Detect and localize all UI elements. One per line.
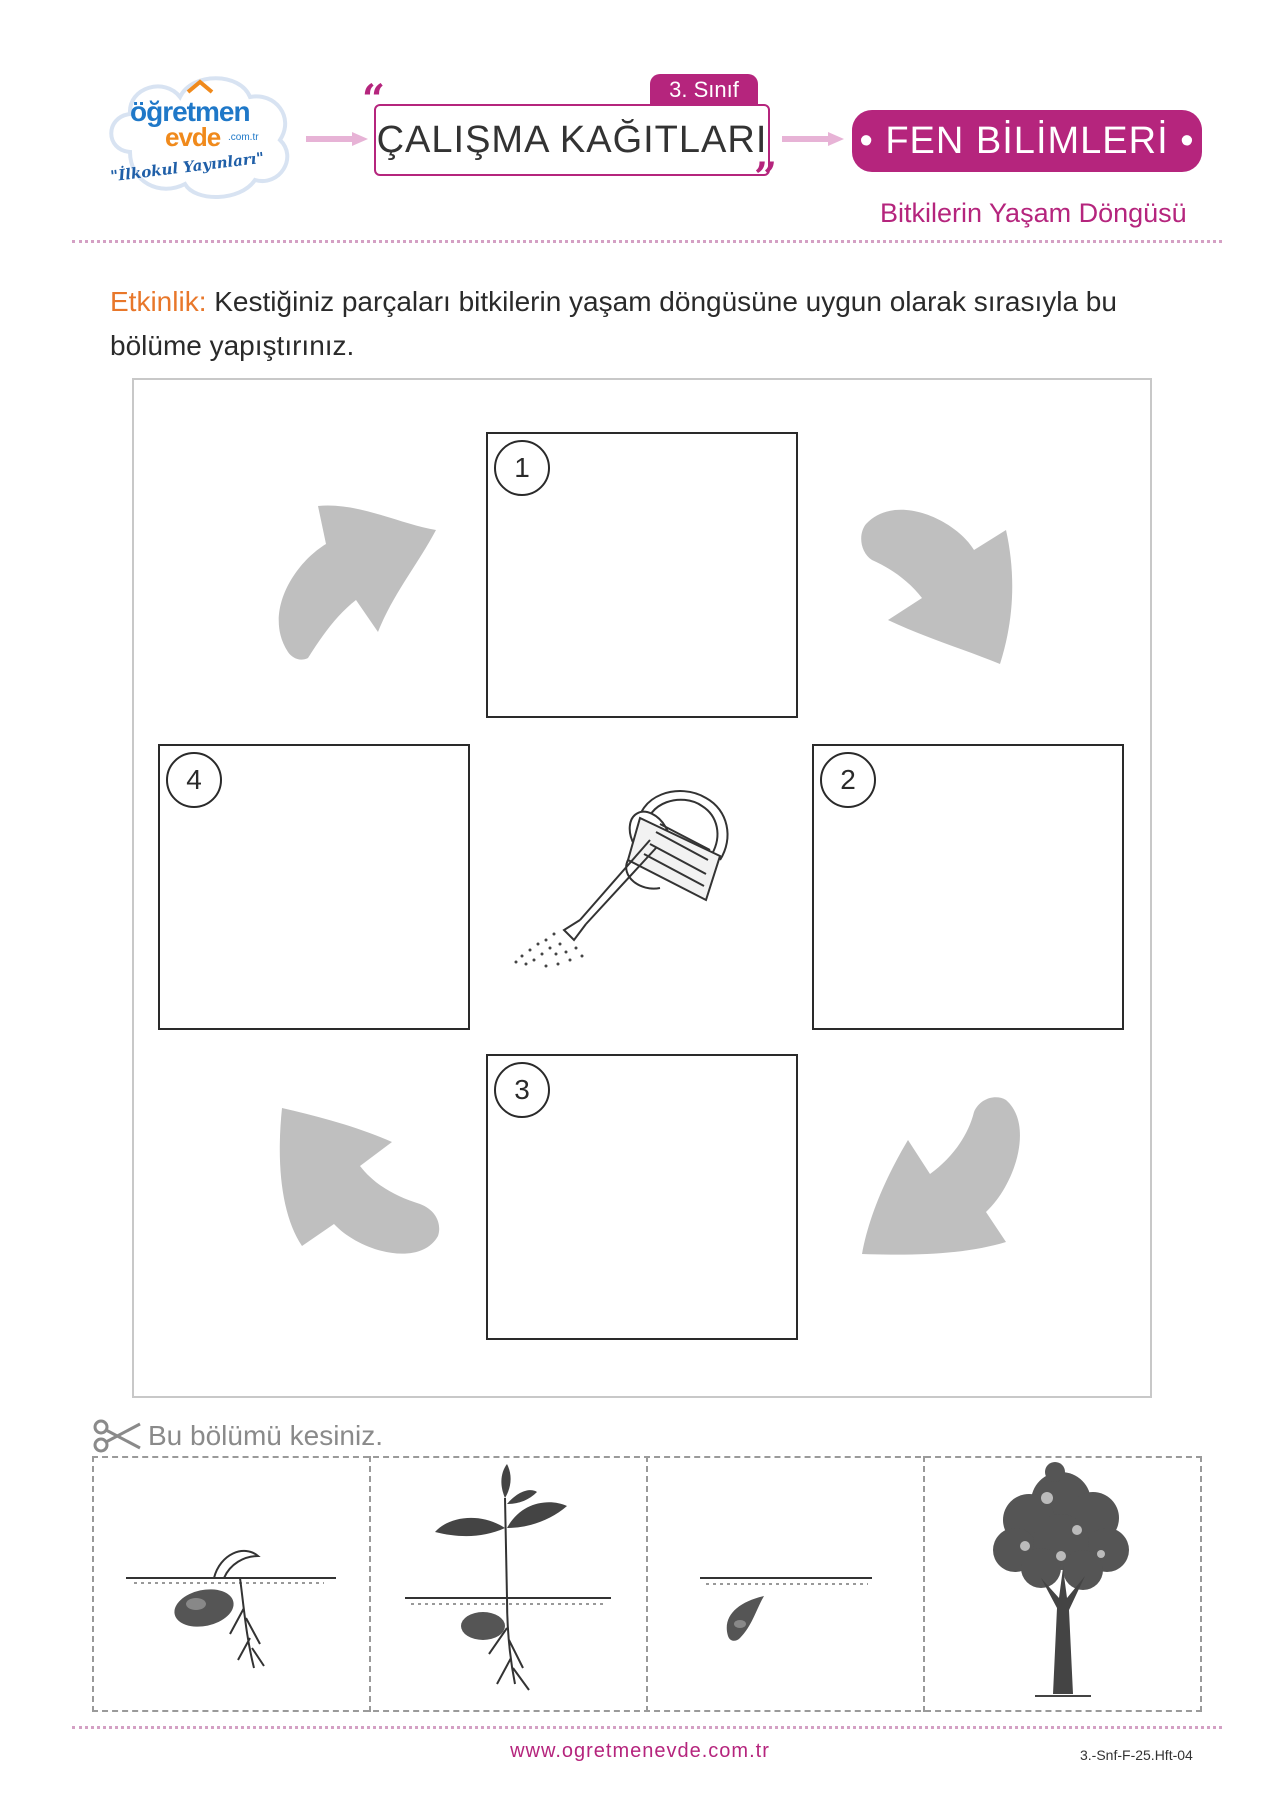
grade-badge: 3. Sınıf <box>650 74 758 106</box>
quote-close: ” <box>754 154 778 201</box>
slot-number-3: 3 <box>494 1062 550 1118</box>
watering-can-icon <box>510 784 776 970</box>
germinating-seed-image[interactable] <box>94 1458 368 1710</box>
page-title: ÇALIŞMA KAĞITLARI <box>376 119 768 161</box>
cycle-arrow-up-left-icon <box>270 1096 440 1266</box>
header-divider <box>72 240 1222 243</box>
seedling-image[interactable] <box>371 1458 645 1710</box>
cycle-arrow-up-right-icon <box>268 494 438 664</box>
logo-text-ogretmen: öğretmen <box>130 96 250 127</box>
pink-arrow-icon <box>306 132 368 146</box>
slot-number-4: 4 <box>166 752 222 808</box>
logo-tagline: "İlkokul Yayınları" <box>109 148 266 186</box>
quote-open: “ <box>362 76 386 123</box>
pink-arrow-icon <box>782 132 844 146</box>
cut-instruction: Bu bölümü kesiniz. <box>148 1420 384 1451</box>
document-code: 3.-Snf-F-25.Hft-04 <box>1080 1747 1193 1763</box>
footer-divider <box>72 1726 1222 1729</box>
tree-image[interactable] <box>925 1458 1199 1710</box>
subject-badge: • FEN BİLİMLERİ • <box>852 110 1202 172</box>
logo-text-evde: evde <box>165 122 221 152</box>
instructions <box>110 280 1170 368</box>
cycle-arrow-down-right-icon <box>856 500 1026 670</box>
logo-domain-suffix: .com.tr <box>228 132 259 143</box>
topic-title: Bitkilerin Yaşam Döngüsü <box>880 198 1187 228</box>
cycle-arrow-down-left-icon <box>856 1094 1026 1264</box>
slot-number-2: 2 <box>820 752 876 808</box>
instructions-label: Etkinlik: <box>110 286 207 317</box>
footer-website-link[interactable]: www.ogretmenevde.com.tr <box>510 1740 770 1762</box>
slot-number-1: 1 <box>494 440 550 496</box>
scissors-icon <box>92 1418 142 1454</box>
instructions-text: Kestiğiniz parçaları bitkilerin yaşam döngüsüne uygun olarak sırasıyla bu bölüme yapıştırınız. <box>110 286 1117 361</box>
seed-image[interactable] <box>648 1458 922 1710</box>
